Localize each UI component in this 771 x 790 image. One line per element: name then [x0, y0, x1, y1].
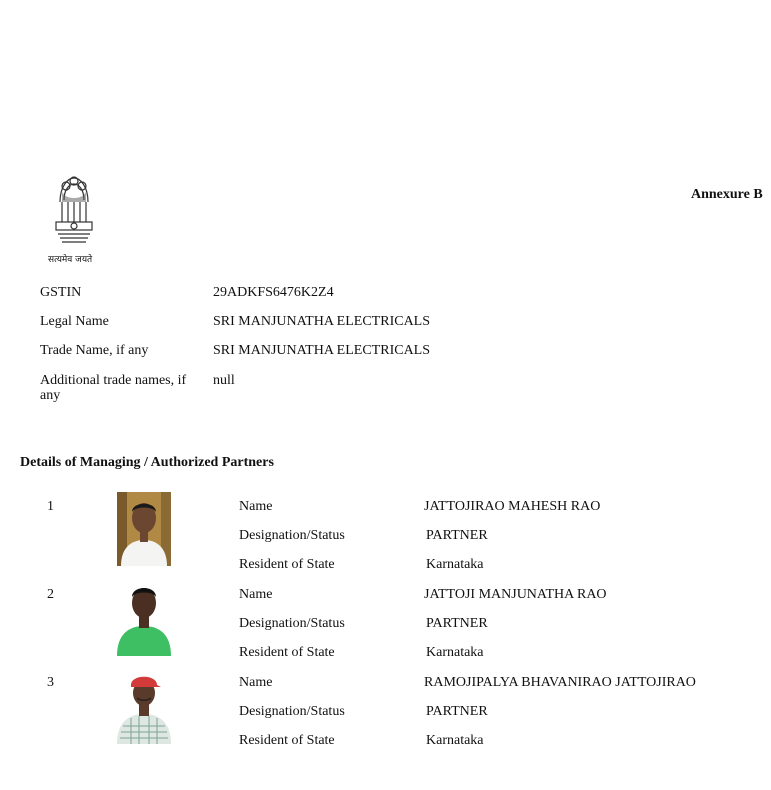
person-photo-icon — [117, 582, 171, 656]
partner-photo — [117, 670, 171, 744]
partner-photo — [117, 582, 171, 656]
partner-name-label: Name — [239, 499, 273, 514]
section-title: Details of Managing / Authorized Partners — [20, 455, 274, 470]
annexure-label: Annexure B — [691, 187, 763, 202]
gstin-label: GSTIN — [40, 285, 82, 300]
partner-designation-value: PARTNER — [426, 704, 488, 719]
partner-number: 3 — [47, 675, 54, 690]
partner-resident-value: Karnataka — [426, 557, 484, 572]
legal-name-value: SRI MANJUNATHA ELECTRICALS — [213, 314, 431, 329]
partner-name-value: RAMOJIPALYA BHAVANIRAO JATTOJIRAO — [424, 675, 696, 690]
partner-designation-value: PARTNER — [426, 528, 488, 543]
partner-photo — [117, 492, 171, 566]
partner-name-label: Name — [239, 587, 273, 602]
partner-number: 1 — [47, 499, 54, 514]
trade-name-label: Trade Name, if any — [40, 343, 149, 358]
partner-designation-label: Designation/Status — [239, 616, 345, 631]
additional-trade-names-value: null — [213, 373, 235, 388]
partner-name-value: JATTOJIRAO MAHESH RAO — [424, 499, 601, 514]
emblem-motto: सत्यमेव जयते — [48, 255, 93, 265]
legal-name-label: Legal Name — [40, 314, 109, 329]
partner-resident-label: Resident of State — [239, 733, 335, 748]
partner-resident-value: Karnataka — [426, 733, 484, 748]
partner-resident-value: Karnataka — [426, 645, 484, 660]
additional-trade-names-label: Additional trade names, if any — [40, 373, 187, 403]
partner-resident-label: Resident of State — [239, 645, 335, 660]
gstin-value: 29ADKFS6476K2Z4 — [213, 285, 334, 300]
partner-name-label: Name — [239, 675, 273, 690]
ashoka-emblem-icon — [46, 172, 102, 252]
partner-number: 2 — [47, 587, 54, 602]
person-photo-icon — [117, 670, 171, 744]
trade-name-value: SRI MANJUNATHA ELECTRICALS — [213, 343, 431, 358]
partner-designation-label: Designation/Status — [239, 704, 345, 719]
partner-designation-label: Designation/Status — [239, 528, 345, 543]
person-photo-icon — [117, 492, 171, 566]
partner-name-value: JATTOJI MANJUNATHA RAO — [424, 587, 607, 602]
partner-designation-value: PARTNER — [426, 616, 488, 631]
partner-resident-label: Resident of State — [239, 557, 335, 572]
